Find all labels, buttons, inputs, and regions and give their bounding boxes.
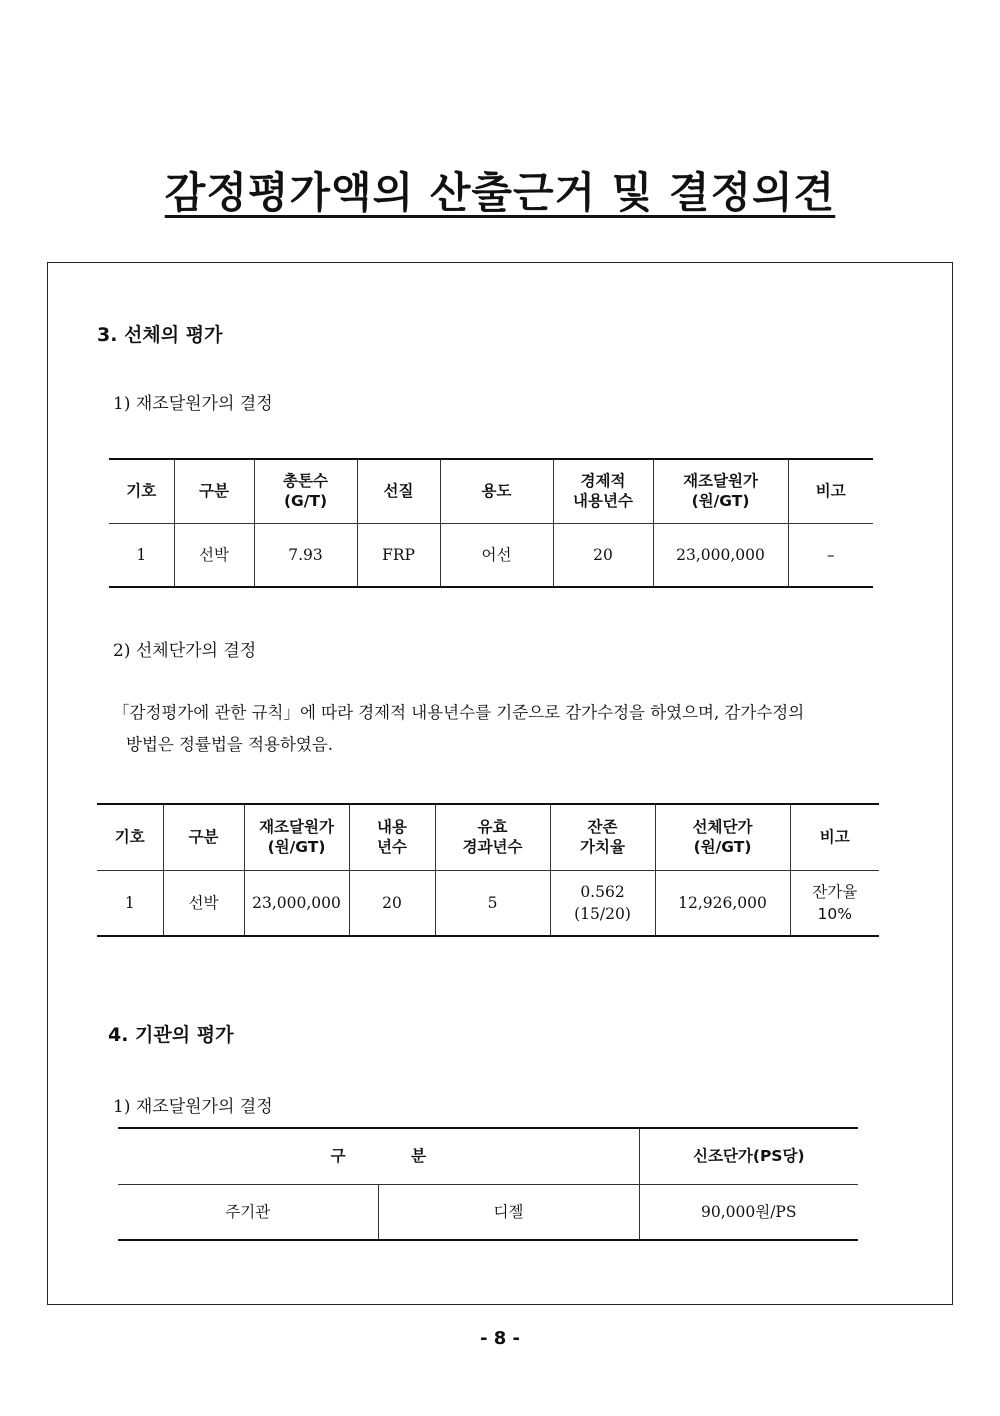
t1-cell: 선박 — [174, 523, 254, 587]
t2-header: 재조달원가 (원/GT) — [244, 804, 349, 870]
table-engine-cost — [118, 1127, 858, 1241]
t1-header: 비고 — [788, 459, 873, 523]
t1-header: 경제적 내용년수 — [553, 459, 653, 523]
table-hull-unit-price — [97, 803, 879, 937]
t2-header: 구분 — [163, 804, 244, 870]
t2-cell: 0.562 (15/20) — [550, 870, 655, 936]
t1-cell: 23,000,000 — [653, 523, 788, 587]
t3-cell-engine: 주기관 — [118, 1184, 378, 1240]
t3-cell-type: 디젤 — [378, 1184, 639, 1240]
t1-cell: 1 — [109, 523, 174, 587]
t1-header: 선질 — [357, 459, 440, 523]
method-paragraph-line2: 방법은 정률법을 적용하였음. — [126, 735, 334, 754]
t3-header-category: 구 분 — [118, 1128, 639, 1184]
section-3-sub2: 2) 선체단가의 결정 — [113, 641, 257, 661]
t1-header: 총톤수 (G/T) — [254, 459, 357, 523]
t2-cell: 1 — [97, 870, 163, 936]
t2-cell: 선박 — [163, 870, 244, 936]
t1-cell: 7.93 — [254, 523, 357, 587]
t2-header: 내용 년수 — [349, 804, 435, 870]
t1-cell: 어선 — [440, 523, 553, 587]
t1-cell: FRP — [357, 523, 440, 587]
table-replacement-cost — [109, 458, 873, 588]
t1-cell: – — [788, 523, 873, 587]
section-4-sub1: 1) 재조달원가의 결정 — [113, 1097, 273, 1117]
t1-header: 재조달원가 (원/GT) — [653, 459, 788, 523]
section-3-heading: 3. 선체의 평가 — [97, 324, 223, 346]
page-number: - 8 - — [480, 1328, 520, 1349]
t2-cell: 12,926,000 — [655, 870, 790, 936]
t3-header-unit-price: 신조단가(PS당) — [639, 1128, 858, 1184]
page-title: 감정평가액의 산출근거 및 결정의견 — [164, 168, 836, 217]
t1-cell: 20 — [553, 523, 653, 587]
t1-header: 용도 — [440, 459, 553, 523]
t2-cell: 5 — [435, 870, 550, 936]
t2-cell: 잔가율 10% — [790, 870, 879, 936]
t2-header: 선체단가 (원/GT) — [655, 804, 790, 870]
t2-header: 기호 — [97, 804, 163, 870]
section-3-sub1: 1) 재조달원가의 결정 — [113, 394, 273, 414]
t2-header: 잔존 가치율 — [550, 804, 655, 870]
t1-header: 구분 — [174, 459, 254, 523]
t2-cell: 23,000,000 — [244, 870, 349, 936]
t2-cell: 20 — [349, 870, 435, 936]
section-4-heading: 4. 기관의 평가 — [108, 1024, 234, 1046]
t1-header: 기호 — [109, 459, 174, 523]
t2-header: 비고 — [790, 804, 879, 870]
t3-cell-price: 90,000원/PS — [639, 1184, 858, 1240]
t2-header: 유효 경과년수 — [435, 804, 550, 870]
method-paragraph-line1: 「감정평가에 관한 규칙」에 따라 경제적 내용년수를 기준으로 감가수정을 하였으며, 감가수정의 — [113, 703, 805, 722]
